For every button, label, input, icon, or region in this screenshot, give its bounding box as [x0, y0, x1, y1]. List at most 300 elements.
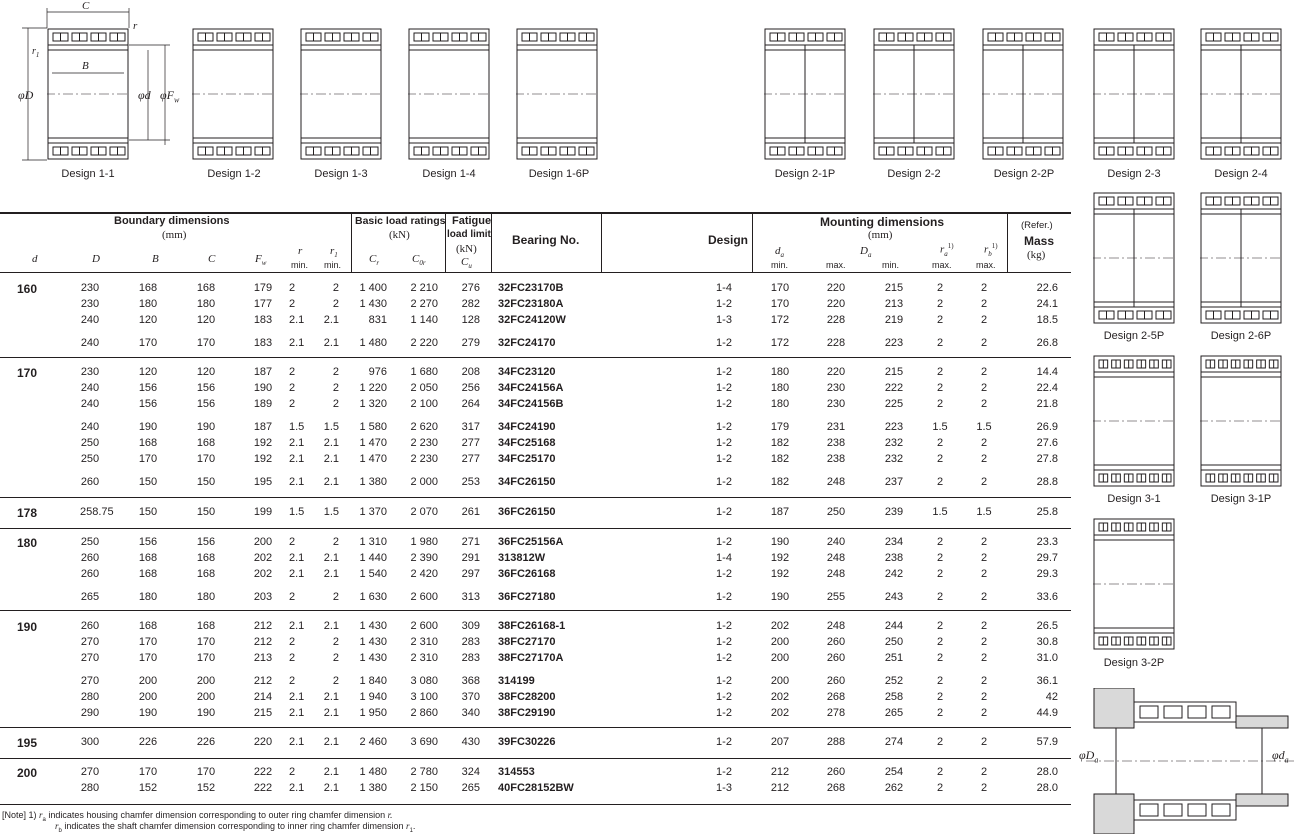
table-cell: 276	[461, 282, 480, 294]
bearing-number: 34FC23120	[498, 366, 556, 378]
table-cell: 1 430	[359, 298, 387, 310]
table-cell: 2	[980, 282, 988, 294]
table-cell: 2 100	[410, 398, 438, 410]
table-cell: 190	[770, 536, 790, 548]
table-cell: 1 950	[359, 707, 387, 719]
table-cell: 168	[196, 568, 216, 580]
table-cell: 150	[138, 476, 158, 488]
group-separator	[0, 528, 1071, 529]
table-cell: 2.1	[289, 736, 305, 748]
col-divider	[491, 212, 492, 272]
table-row	[0, 382, 1071, 398]
bearing-number: 32FC24170	[498, 337, 556, 349]
table-cell: 26.9	[1036, 421, 1058, 433]
table-cell: 239	[884, 506, 904, 518]
table-cell: 2	[936, 382, 944, 394]
table-cell: 261	[461, 506, 480, 518]
table-cell: 831	[368, 314, 387, 326]
table-cell: 1-4	[716, 282, 732, 294]
table-cell: 2.1	[323, 314, 339, 326]
table-cell: 2.1	[289, 782, 305, 794]
bearing-drawing-2-3	[1093, 28, 1175, 165]
table-cell: 226	[196, 736, 216, 748]
table-cell: 189	[253, 398, 273, 410]
bearing-number: 36FC26150	[498, 506, 556, 518]
table-cell: 250	[80, 536, 100, 548]
table-header-rule	[0, 272, 1071, 273]
table-cell: 1-2	[716, 476, 732, 488]
table-cell: 240	[80, 398, 100, 410]
col-divider	[351, 212, 352, 272]
dim-phid-label: φd	[138, 88, 151, 102]
table-cell: 2	[936, 636, 944, 648]
table-cell: 2	[980, 314, 988, 326]
table-cell: 238	[826, 453, 846, 465]
table-cell: 2 220	[410, 337, 438, 349]
table-cell: 202	[770, 707, 790, 719]
table-cell: 270	[80, 675, 100, 687]
mounting-diagram	[1086, 688, 1296, 839]
bearing-number: 38FC28200	[498, 691, 556, 703]
table-row	[0, 675, 1071, 691]
table-cell: 190	[770, 591, 790, 603]
bearing-drawing-2-5p-split	[1093, 192, 1175, 324]
table-cell: 190	[196, 421, 216, 433]
table-cell: 190	[138, 707, 158, 719]
table-cell: 290	[80, 707, 100, 719]
table-cell: 212	[253, 620, 273, 632]
table-cell: 1.5	[932, 421, 948, 433]
table-cell: 317	[461, 421, 480, 433]
table-cell: 370	[461, 691, 480, 703]
table-cell: 234	[884, 536, 904, 548]
table-cell: 31.0	[1036, 652, 1058, 664]
table-cell: 2	[980, 691, 988, 703]
table-cell: 2	[936, 476, 944, 488]
table-cell: 228	[826, 337, 846, 349]
table-cell: 1-2	[716, 652, 732, 664]
bearing-drawing-2-5p	[1093, 192, 1175, 329]
table-cell: 2.1	[289, 552, 305, 564]
table-cell: 1-2	[716, 536, 732, 548]
bore-diameter: 170	[17, 366, 38, 380]
table-cell: 2.1	[323, 552, 339, 564]
table-cell: 202	[770, 691, 790, 703]
table-cell: 1 430	[359, 652, 387, 664]
table-cell: 220	[826, 298, 846, 310]
table-cell: 252	[884, 675, 904, 687]
header-da-max: max.	[826, 260, 846, 270]
table-cell: 2	[936, 552, 944, 564]
table-cell: 2	[289, 636, 296, 648]
table-cell: 230	[80, 282, 100, 294]
table-cell: 368	[461, 675, 480, 687]
table-cell: 190	[138, 421, 158, 433]
table-cell: 2	[289, 591, 296, 603]
header-basic-unit: (kN)	[389, 229, 410, 241]
table-cell: 251	[884, 652, 904, 664]
table-cell: 1 430	[359, 636, 387, 648]
table-cell: 2.1	[289, 568, 305, 580]
table-row	[0, 298, 1071, 314]
table-cell: 180	[138, 298, 158, 310]
table-cell: 207	[770, 736, 790, 748]
table-cell: 33.6	[1036, 591, 1058, 603]
table-cell: 183	[253, 337, 273, 349]
table-cell: 170	[770, 298, 790, 310]
table-cell: 279	[461, 337, 480, 349]
table-row	[0, 536, 1071, 552]
table-cell: 2 070	[410, 506, 438, 518]
table-cell: 26.5	[1036, 620, 1058, 632]
table-cell: 226	[138, 736, 158, 748]
table-cell: 195	[253, 476, 273, 488]
table-cell: 2	[980, 636, 988, 648]
header-fatigue2: load limit	[447, 229, 491, 240]
bore-diameter: 195	[17, 736, 38, 750]
table-cell: 232	[884, 453, 904, 465]
table-cell: 1-2	[716, 620, 732, 632]
header-rb: $r_b^{1)}$	[984, 242, 998, 258]
table-cell: 44.9	[1036, 707, 1058, 719]
table-cell: 270	[80, 652, 100, 664]
table-cell: 2	[289, 766, 296, 778]
bearing-drawing-3-2p	[1093, 518, 1175, 650]
bore-diameter: 190	[17, 620, 38, 634]
table-cell: 260	[80, 476, 100, 488]
table-row	[0, 568, 1071, 584]
table-cell: 215	[884, 282, 904, 294]
table-cell: 3 690	[410, 736, 438, 748]
table-cell: 2.1	[289, 620, 305, 632]
table-cell: 2 780	[410, 766, 438, 778]
table-cell: 1 940	[359, 691, 387, 703]
table-cell: 340	[461, 707, 480, 719]
header-Cu: $C_u$	[461, 256, 472, 271]
table-cell: 2	[980, 298, 988, 310]
table-cell: 170	[196, 453, 216, 465]
table-cell: 180	[196, 298, 216, 310]
table-cell: 268	[826, 782, 846, 794]
table-row	[0, 782, 1071, 798]
header-Fw: $F_w$	[255, 253, 267, 268]
bearing-number: 36FC26168	[498, 568, 556, 580]
table-cell: 28.8	[1036, 476, 1058, 488]
table-cell: 1 430	[359, 620, 387, 632]
table-cell: 199	[253, 506, 273, 518]
table-cell: 2 310	[410, 636, 438, 648]
table-cell: 240	[826, 536, 846, 548]
table-cell: 2	[332, 366, 339, 378]
design-caption: Design 1-1	[61, 168, 115, 180]
table-cell: 231	[826, 421, 846, 433]
table-row	[0, 314, 1071, 330]
design-caption: Design 1-2	[207, 168, 261, 180]
bearing-drawing-3-2p	[1093, 518, 1175, 655]
table-cell: 260	[80, 620, 100, 632]
design-caption: Design 3-1P	[1210, 493, 1272, 505]
table-cell: 128	[461, 314, 480, 326]
group-separator	[0, 497, 1071, 498]
table-cell: 1 370	[359, 506, 387, 518]
bearing-number: 38FC27170	[498, 636, 556, 648]
table-cell: 2	[332, 675, 339, 687]
table-cell: 2	[332, 636, 339, 648]
col-divider	[601, 212, 602, 272]
table-cell: 225	[884, 398, 904, 410]
table-cell: 30.8	[1036, 636, 1058, 648]
header-mounting: Mounting dimensions	[820, 215, 944, 229]
dim-r1-label: $r_1$	[32, 46, 40, 59]
table-row	[0, 337, 1071, 353]
table-cell: 277	[461, 453, 480, 465]
table-cell: 170	[138, 337, 158, 349]
table-cell: 156	[196, 536, 216, 548]
table-cell: 1 540	[359, 568, 387, 580]
table-cell: 179	[253, 282, 273, 294]
table-cell: 170	[138, 636, 158, 648]
table-cell: 120	[196, 366, 216, 378]
group-separator	[0, 758, 1071, 759]
table-cell: 2	[936, 652, 944, 664]
table-cell: 170	[770, 282, 790, 294]
table-cell: 2	[936, 591, 944, 603]
bore-diameter: 160	[17, 282, 38, 296]
table-cell: 2	[936, 437, 944, 449]
table-cell: 212	[770, 782, 790, 794]
table-cell: 156	[196, 398, 216, 410]
table-cell: 300	[80, 736, 100, 748]
table-cell: 219	[884, 314, 904, 326]
table-cell: 2	[980, 536, 988, 548]
table-cell: 120	[138, 314, 158, 326]
table-cell: 2	[980, 337, 988, 349]
table-cell: 1 380	[359, 782, 387, 794]
table-cell: 214	[253, 691, 273, 703]
dimension-lines	[0, 0, 190, 170]
table-cell: 172	[770, 337, 790, 349]
table-cell: 240	[80, 421, 100, 433]
design-caption: Design 2-2P	[993, 168, 1055, 180]
bearing-drawing-1-6p	[516, 28, 598, 165]
table-cell: 192	[770, 568, 790, 580]
table-cell: 244	[884, 620, 904, 632]
table-cell: 1-2	[716, 506, 732, 518]
bearing-drawing-3-1	[1093, 355, 1175, 492]
bearing-drawing-2-2	[873, 28, 955, 165]
table-cell: 1 470	[359, 437, 387, 449]
table-cell: 212	[253, 675, 273, 687]
header-boundary: Boundary dimensions	[114, 215, 230, 227]
table-cell: 2	[980, 652, 988, 664]
table-cell: 200	[770, 652, 790, 664]
table-cell: 2	[332, 591, 339, 603]
design-caption: Design 2-2	[887, 168, 941, 180]
table-cell: 29.7	[1036, 552, 1058, 564]
table-cell: 260	[826, 766, 846, 778]
design-caption: Design 2-5P	[1103, 330, 1165, 342]
table-cell: 168	[138, 568, 158, 580]
table-cell: 230	[80, 298, 100, 310]
table-cell: 2.1	[289, 437, 305, 449]
design-caption: Design 3-2P	[1103, 657, 1165, 669]
table-cell: 2.1	[289, 691, 305, 703]
header-B: B	[152, 253, 159, 265]
table-cell: 2 310	[410, 652, 438, 664]
header-da-min: min.	[771, 260, 789, 270]
table-cell: 190	[253, 382, 273, 394]
table-cell: 2	[980, 568, 988, 580]
design-caption: Design 1-3	[314, 168, 368, 180]
table-cell: 253	[461, 476, 480, 488]
table-cell: 2	[936, 782, 944, 794]
table-cell: 230	[826, 398, 846, 410]
table-row	[0, 691, 1071, 707]
table-cell: 1.5	[976, 421, 992, 433]
table-cell: 1.5	[323, 506, 339, 518]
table-cell: 248	[826, 552, 846, 564]
table-cell: 2.1	[289, 476, 305, 488]
table-cell: 2.1	[323, 453, 339, 465]
table-cell: 1-2	[716, 691, 732, 703]
design-caption: Design 1-6P	[528, 168, 590, 180]
table-cell: 1-2	[716, 382, 732, 394]
table-cell: 200	[770, 675, 790, 687]
table-cell: 1-2	[716, 636, 732, 648]
table-cell: 1-2	[716, 437, 732, 449]
table-cell: 156	[138, 382, 158, 394]
table-cell: 2	[289, 652, 296, 664]
table-cell: 1-2	[716, 421, 732, 433]
table-cell: 168	[138, 620, 158, 632]
table-cell: 180	[770, 382, 790, 394]
table-cell: 256	[461, 382, 480, 394]
table-cell: 22.4	[1036, 382, 1058, 394]
table-cell: 270	[80, 636, 100, 648]
table-row	[0, 636, 1071, 652]
table-cell: 192	[253, 453, 273, 465]
table-cell: 2.1	[289, 453, 305, 465]
header-ra: $r_a^{1)}$	[940, 242, 954, 258]
table-cell: 152	[196, 782, 216, 794]
table-cell: 215	[884, 366, 904, 378]
table-cell: 430	[461, 736, 480, 748]
table-cell: 180	[770, 398, 790, 410]
table-cell: 254	[884, 766, 904, 778]
bore-diameter: 178	[17, 506, 38, 520]
table-cell: 187	[253, 421, 273, 433]
table-row	[0, 437, 1071, 453]
table-cell: 152	[138, 782, 158, 794]
bearing-number: 313812W	[498, 552, 546, 564]
design-caption: Design 1-4	[422, 168, 476, 180]
table-cell: 212	[770, 766, 790, 778]
bearing-drawing-2-4-split	[1200, 28, 1282, 160]
table-cell: 324	[461, 766, 480, 778]
bearing-drawing-1-6p	[516, 28, 598, 160]
table-cell: 2	[936, 282, 944, 294]
table-cell: 1 680	[410, 366, 438, 378]
table-cell: 280	[80, 782, 100, 794]
table-row	[0, 421, 1071, 437]
group-separator	[0, 357, 1071, 358]
table-cell: 1 480	[359, 337, 387, 349]
bearing-drawing-2-3-split	[1093, 28, 1175, 160]
dim-B-label: B	[82, 60, 89, 72]
table-cell: 309	[461, 620, 480, 632]
table-cell: 2.1	[323, 437, 339, 449]
header-boundary-unit: (mm)	[162, 229, 187, 241]
table-cell: 1 580	[359, 421, 387, 433]
table-cell: 2.1	[323, 707, 339, 719]
bore-diameter: 200	[17, 766, 38, 780]
table-cell: 220	[826, 282, 846, 294]
table-cell: 203	[253, 591, 273, 603]
bearing-number: 314553	[498, 766, 535, 778]
header-refer: (Refer.)	[1021, 220, 1053, 231]
table-cell: 1-2	[716, 453, 732, 465]
table-cell: 1-2	[716, 568, 732, 580]
table-bottom-rule	[0, 804, 1071, 805]
table-cell: 242	[884, 568, 904, 580]
header-Da-min: min.	[882, 260, 900, 270]
bore-diameter: 180	[17, 536, 38, 550]
header-fatigue-unit: (kN)	[456, 243, 477, 255]
table-cell: 1 400	[359, 282, 387, 294]
table-cell: 25.8	[1036, 506, 1058, 518]
table-cell: 200	[196, 675, 216, 687]
table-cell: 2	[980, 437, 988, 449]
bearing-number: 36FC27180	[498, 591, 556, 603]
col-divider	[752, 212, 753, 272]
table-cell: 250	[884, 636, 904, 648]
table-cell: 265	[461, 782, 480, 794]
table-cell: 220	[826, 366, 846, 378]
table-cell: 270	[80, 766, 100, 778]
table-cell: 2.1	[323, 736, 339, 748]
table-cell: 215	[253, 707, 273, 719]
table-cell: 2	[332, 298, 339, 310]
bearing-drawing-3-1	[1093, 355, 1175, 487]
bearing-number: 38FC26168-1	[498, 620, 566, 632]
table-cell: 2.1	[323, 766, 339, 778]
table-cell: 2	[980, 591, 988, 603]
table-cell: 180	[138, 591, 158, 603]
note-line-2: $r_b$ indicates the shaft chamfer dimension corresponding to inner ring chamfer dimension $r_1$.	[55, 821, 416, 834]
table-cell: 182	[770, 453, 790, 465]
table-cell: 250	[80, 437, 100, 449]
table-cell: 2	[980, 782, 988, 794]
table-cell: 150	[138, 506, 158, 518]
header-ra-max: max.	[932, 260, 952, 270]
table-cell: 14.4	[1036, 366, 1058, 378]
table-cell: 2	[332, 652, 339, 664]
table-cell: 2	[289, 282, 296, 294]
table-cell: 2	[936, 766, 944, 778]
table-cell: 168	[138, 552, 158, 564]
table-cell: 240	[80, 382, 100, 394]
table-cell: 2	[936, 398, 944, 410]
table-cell: 2 270	[410, 298, 438, 310]
bearing-number: 32FC23170B	[498, 282, 564, 294]
table-cell: 200	[770, 636, 790, 648]
table-cell: 271	[461, 536, 480, 548]
table-cell: 2	[332, 536, 339, 548]
header-da: $d_a$	[775, 245, 784, 260]
bearing-drawing-3-1p	[1200, 355, 1282, 487]
bearing-drawing-1-2	[192, 28, 274, 160]
table-cell: 2	[289, 398, 296, 410]
